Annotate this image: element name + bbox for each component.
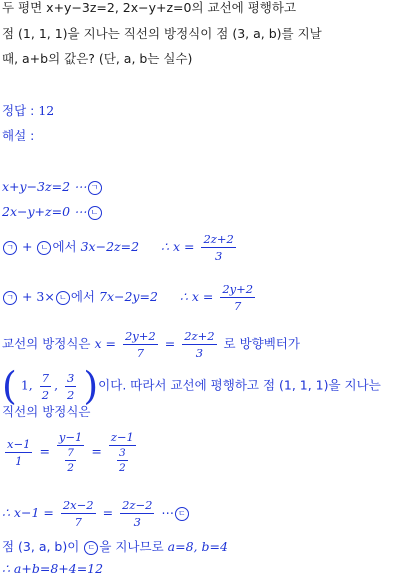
fraction <box>65 371 76 402</box>
fraction <box>123 329 158 360</box>
fraction <box>40 371 51 402</box>
step-4-text: 에서 <box>70 289 96 304</box>
step-4-mid: + 3× <box>21 289 55 304</box>
fraction-numerator: 3 <box>118 447 126 459</box>
fraction-numerator: y−1 <box>58 430 83 444</box>
step-3-text: 에서 <box>52 239 77 254</box>
circle-mark: ㄱ <box>3 291 17 305</box>
fraction-denominator: 2 <box>67 387 75 402</box>
fraction <box>57 430 84 474</box>
step-10 <box>2 539 228 555</box>
fraction <box>65 447 76 474</box>
plus-sign: + <box>21 239 33 254</box>
fraction-denominator: 2 <box>67 462 74 474</box>
fraction-numerator: 7 <box>41 370 50 385</box>
equals-sign: = <box>91 443 102 459</box>
circle-mark: ㄴ <box>37 241 51 255</box>
circle-mark: ㄷ <box>84 541 98 555</box>
answer-value: 12 <box>38 103 55 118</box>
solution-label: 해설 : <box>2 128 35 143</box>
step-10-values: a=8, b=4 <box>167 539 228 554</box>
fraction-numerator: x−1 <box>7 436 31 451</box>
fraction-denominator: 3 <box>214 249 223 263</box>
step-10-pre: 점 (3, a, b)이 <box>2 539 80 554</box>
step-4 <box>2 282 258 313</box>
circle-mark: ㄱ <box>88 181 102 195</box>
ellipsis: ⋯ <box>161 505 174 520</box>
step-6 <box>2 364 381 408</box>
step-9-lead: ∴ x−1 = <box>2 505 54 520</box>
fraction <box>109 430 136 474</box>
eq2-text: 2x−y+z=0 ⋯ <box>2 204 87 219</box>
answer-row <box>2 103 54 119</box>
circle-mark: ㄴ <box>56 291 70 305</box>
step-5-tail: 로 방향벡터가 <box>223 336 300 351</box>
problem-line-2: 점 (1, 1, 1)을 지나는 직선의 방정식이 점 (3, a, b)를 지날 <box>2 26 322 41</box>
fraction-numerator: 7 <box>67 447 74 459</box>
fraction-denominator <box>60 446 81 474</box>
answer-label: 정답 : <box>2 103 35 118</box>
open-paren: ( <box>2 364 17 408</box>
circle-mark: ㄴ <box>88 206 102 220</box>
step-4-therefore: ∴ x = <box>179 289 214 304</box>
fraction <box>61 498 96 529</box>
fraction <box>117 447 128 474</box>
step-5 <box>2 329 300 360</box>
fraction-denominator: 2 <box>41 387 50 402</box>
equals-sign: = <box>39 443 50 459</box>
equals-sign: = <box>102 505 114 520</box>
fraction-denominator: 2 <box>118 462 126 474</box>
fraction-denominator: 7 <box>136 346 145 360</box>
equals-sign: = <box>164 336 176 351</box>
circle-mark: ㄷ <box>175 507 189 521</box>
fraction-denominator: 7 <box>74 515 82 529</box>
step-3-therefore: ∴ x = <box>161 239 195 254</box>
fraction-denominator: 7 <box>234 299 242 313</box>
fraction-numerator: 2z+2 <box>203 232 234 246</box>
step-3 <box>2 232 239 263</box>
step-8 <box>2 430 139 474</box>
step-4-equation: 7x−2y=2 <box>99 289 158 304</box>
vector-first: 1, <box>20 377 33 393</box>
step-10-text: 을 지나므로 <box>99 539 164 554</box>
step-7: 직선의 방정식은 <box>2 404 91 419</box>
problem-line-1: 두 평면 x+y−3z=2, 2x−y+z=0의 교선에 평행하고 <box>2 0 297 15</box>
fraction <box>182 329 216 360</box>
fraction-numerator: 3 <box>67 370 75 385</box>
fraction-denominator: 3 <box>133 515 141 529</box>
comma: , <box>54 377 59 393</box>
fraction-numerator: 2z−2 <box>122 498 153 512</box>
fraction <box>5 437 32 468</box>
step-11-final: ∴ a+b=8+4=12 <box>2 561 104 576</box>
circle-mark: ㄱ <box>3 241 17 255</box>
step-6-text: 이다. 따라서 교선에 평행하고 점 (1, 1, 1)을 지나는 <box>98 377 381 393</box>
step-3-equation: 3x−2z=2 <box>80 239 140 254</box>
fraction-numerator: 2y+2 <box>124 329 156 343</box>
fraction <box>120 498 154 529</box>
step-eq1 <box>2 179 103 195</box>
step-eq2 <box>2 204 103 220</box>
fraction-numerator: 2x−2 <box>62 498 94 512</box>
fraction <box>220 282 255 313</box>
fraction-denominator: 3 <box>195 346 204 360</box>
step-5-text: 교선의 방정식은 <box>2 336 91 351</box>
close-paren: ) <box>83 364 99 408</box>
fraction <box>201 232 235 263</box>
fraction-denominator: 1 <box>15 453 23 468</box>
eq1-text: x+y−3z=2 ⋯ <box>2 179 87 194</box>
step-9 <box>2 498 190 529</box>
fraction-numerator: 2z+2 <box>184 329 215 343</box>
step-5-x: x = <box>94 336 116 351</box>
fraction-numerator: 2y+2 <box>222 282 254 296</box>
problem-line-3: 때, a+b의 값은? (단, a, b는 실수) <box>2 51 193 66</box>
fraction-numerator: z−1 <box>110 430 134 444</box>
fraction-denominator <box>112 446 133 474</box>
